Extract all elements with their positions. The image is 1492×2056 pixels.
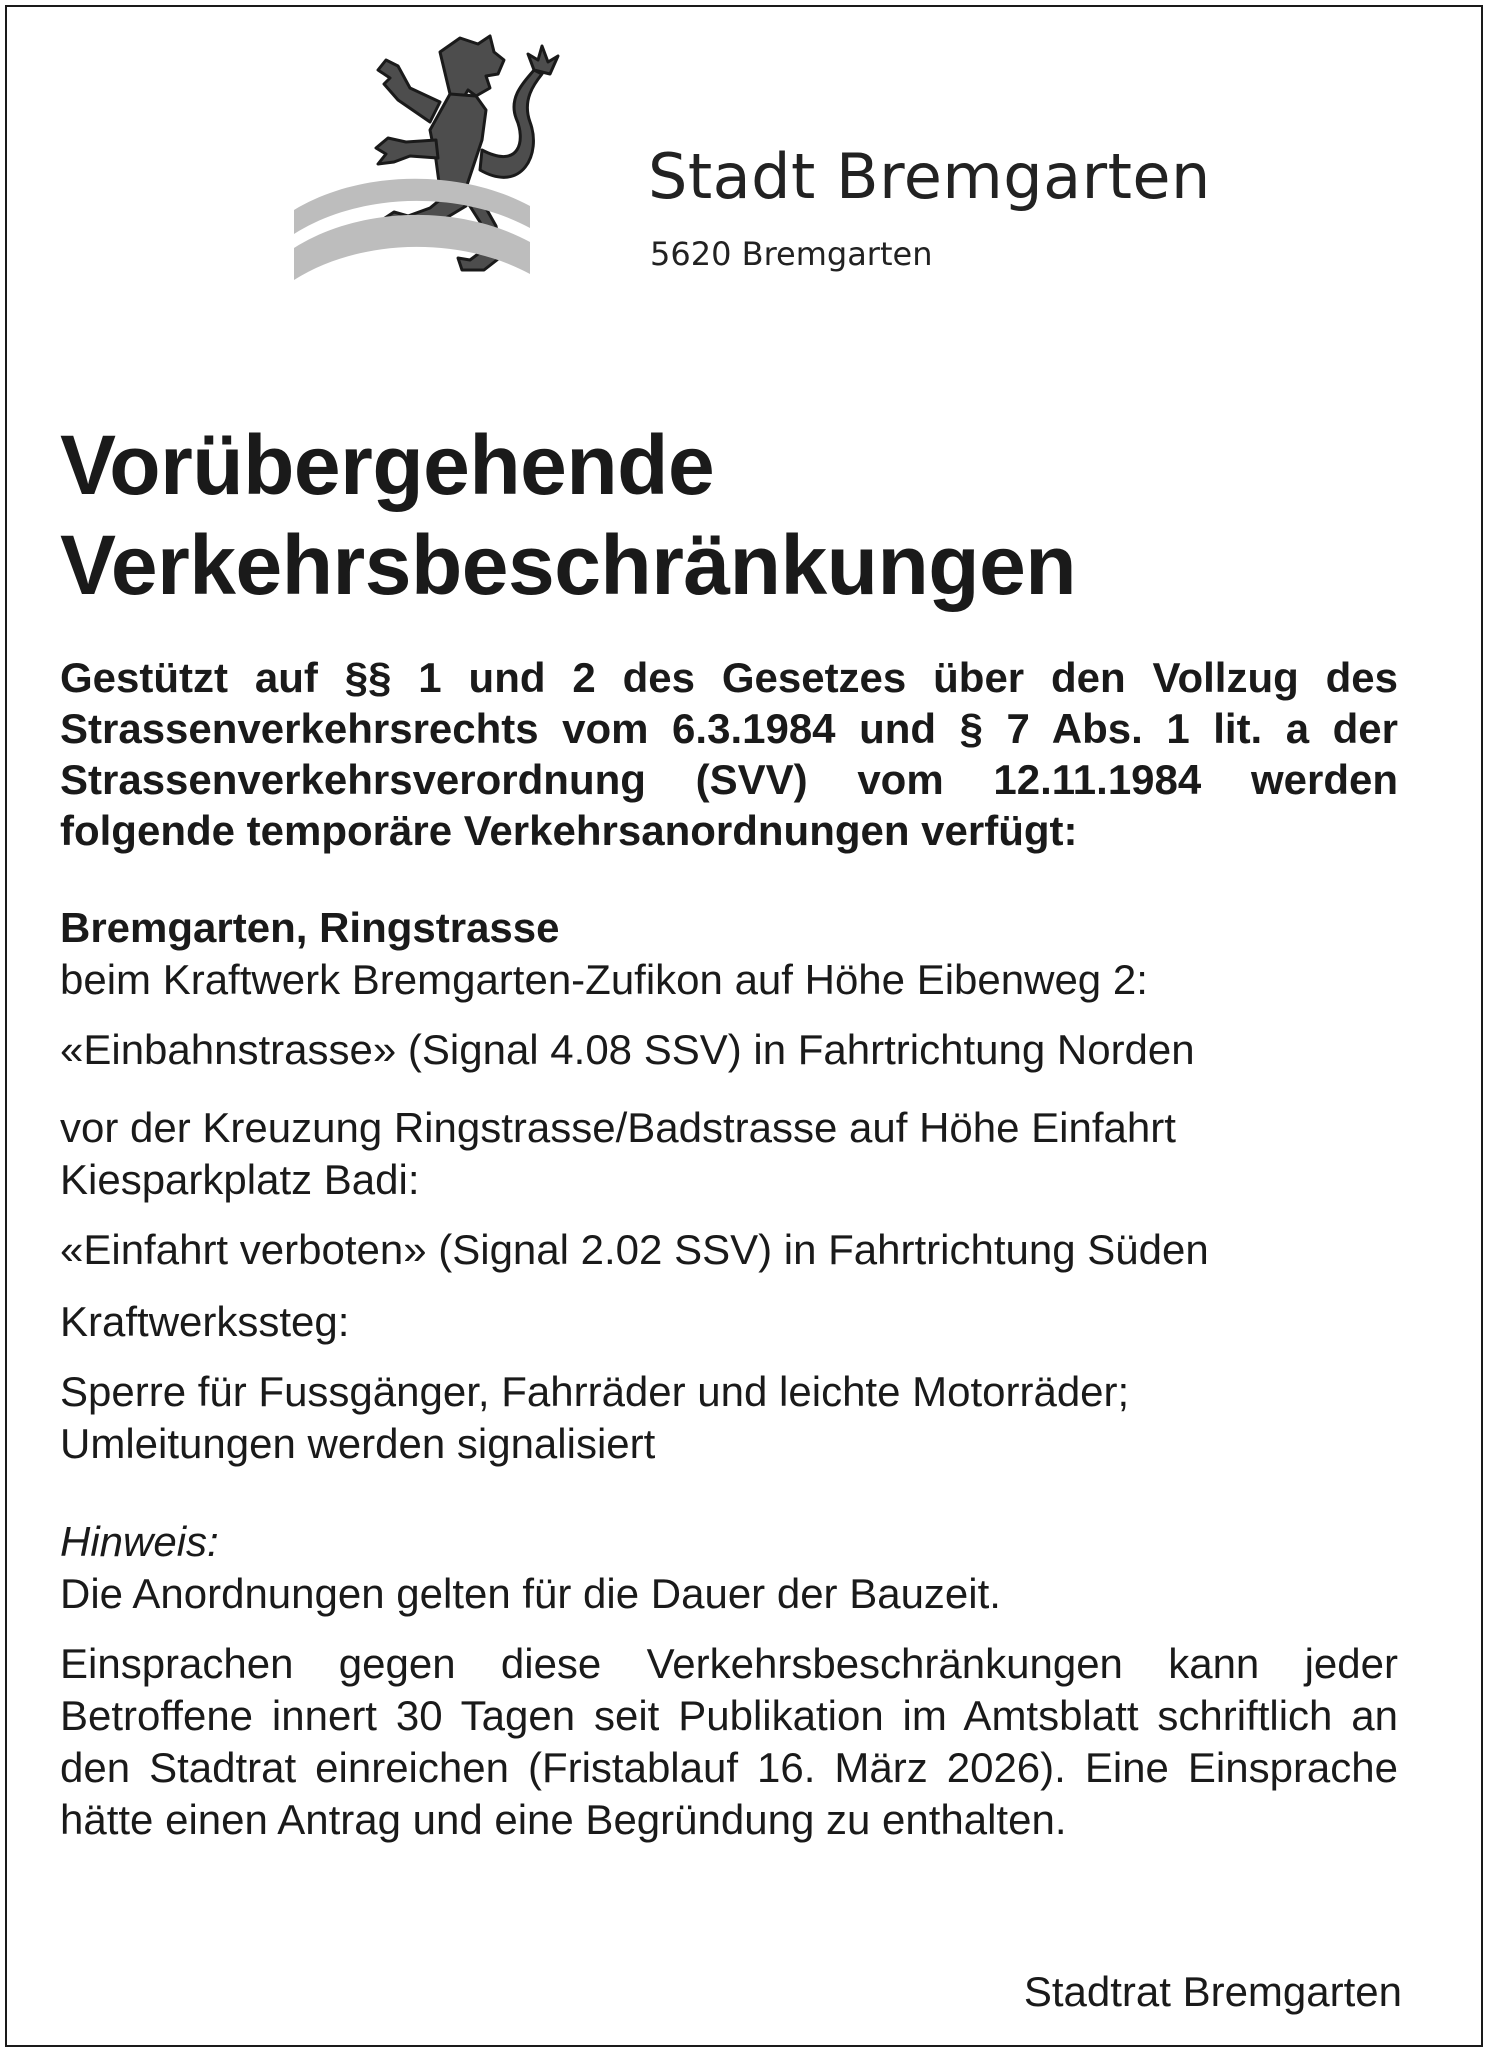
title-line-2: Verkehrsbeschränkungen <box>60 518 1077 612</box>
location-heading: Bremgarten, Ringstrasse <box>60 904 560 951</box>
notice-body <box>60 652 1398 1846</box>
page-title <box>60 415 1076 615</box>
org-name: Stadt Bremgarten <box>648 140 1211 213</box>
location-item3-place: Kraftwerkssteg: <box>60 1298 350 1345</box>
signature: Stadtrat Bremgarten <box>1023 1968 1402 2015</box>
location-item1-place: beim Kraftwerk Bremgarten-Zufikon auf Höhe Eibenweg 2: <box>60 956 1148 1003</box>
location-item2-rule: «Einfahrt verboten» (Signal 2.02 SSV) in Fahrtrichtung Süden <box>60 1226 1209 1273</box>
objection-text: Einsprachen gegen diese Verkehrsbeschränkungen kann jeder Betroffene innert 30 Tagen seit Publikation im Amtsblatt schriftlich an den Stadtrat einreichen (Fristablauf 16. März 2026). Eine Einsprache hätte einen Antrag und eine Begründung zu enthalten. <box>60 1640 1398 1843</box>
location-item2-place-line1: vor der Kreuzung Ringstrasse/Badstrasse auf Höhe Einfahrt <box>60 1104 1176 1151</box>
location-item3-rule-line2: Umleitungen werden signalisiert <box>60 1420 656 1467</box>
lion-coat-of-arms-icon <box>290 30 610 360</box>
title-line-1: Vorübergehende <box>60 418 715 512</box>
location-item2-place-line2: Kiesparkplatz Badi: <box>60 1156 420 1203</box>
note-label: Hinweis: <box>60 1518 219 1565</box>
location-item1-rule: «Einbahnstrasse» (Signal 4.08 SSV) in Fahrtrichtung Norden <box>60 1026 1195 1073</box>
location-item3-rule-line1: Sperre für Fussgänger, Fahrräder und leichte Motorräder; <box>60 1368 1130 1415</box>
legal-basis-intro: Gestützt auf §§ 1 und 2 des Gesetzes über den Vollzug des Strassenverkehrsrechts vom 6.3.1984 und § 7 Abs. 1 lit. a der Strassenverkehrsverordnung (SVV) vom 12.11.1984 werden folgende temporäre Verkehrsanordnungen verfügt: <box>60 654 1398 854</box>
org-address: 5620 Bremgarten <box>650 235 933 273</box>
note-text: Die Anordnungen gelten für die Dauer der Bauzeit. <box>60 1570 1001 1617</box>
